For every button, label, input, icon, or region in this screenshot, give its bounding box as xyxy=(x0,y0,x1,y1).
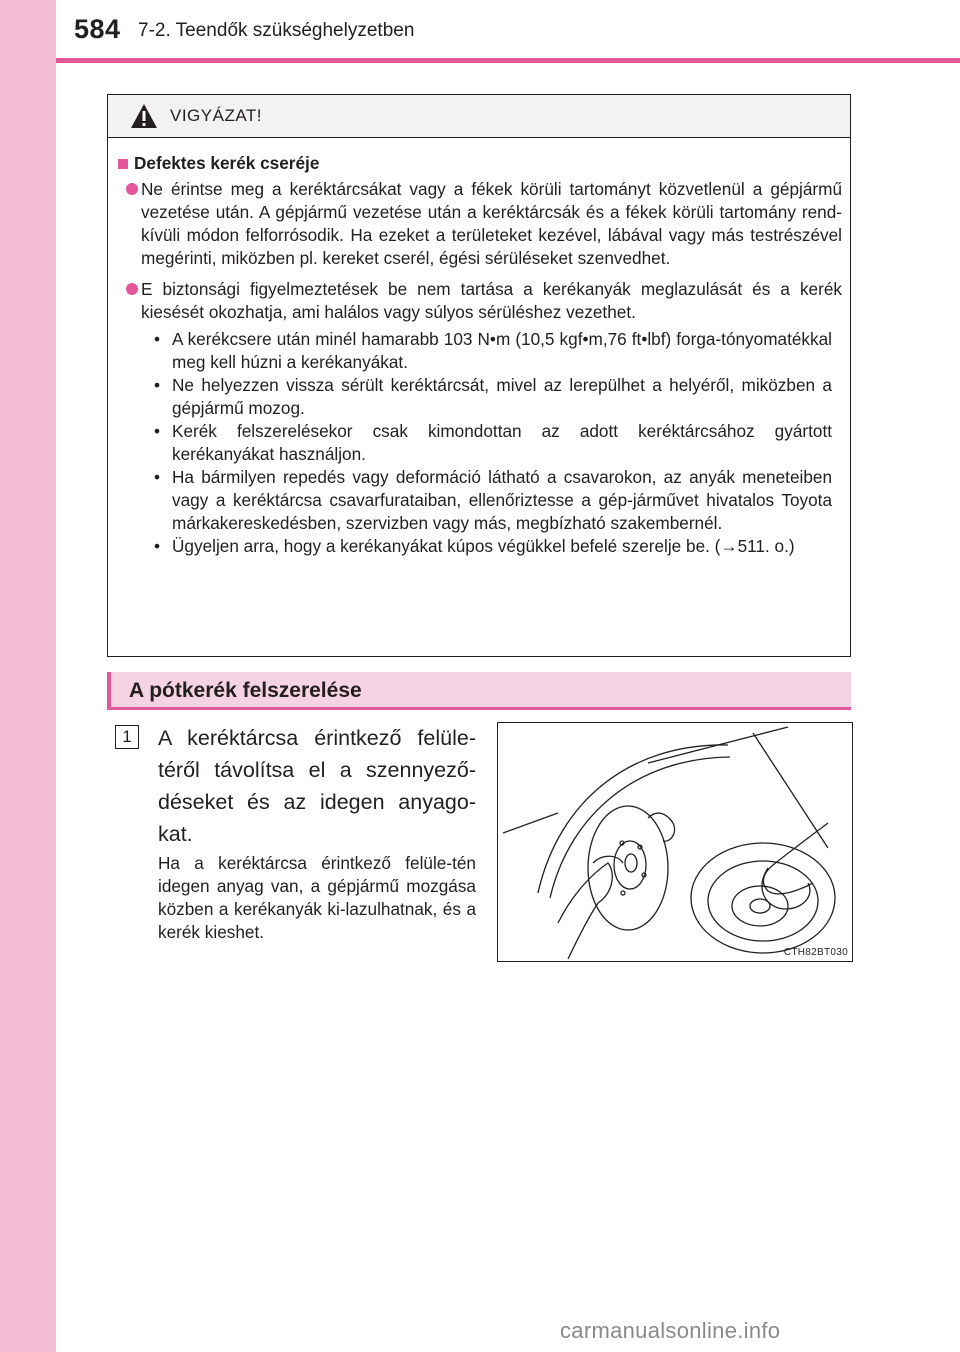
page-number: 584 xyxy=(74,14,121,44)
warning-item xyxy=(118,278,842,324)
warning-title: VIGYÁZAT! xyxy=(170,106,263,125)
wheel-cleaning-illustration xyxy=(498,723,851,960)
banner-accent-bar xyxy=(107,672,111,707)
step-note: Ha a keréktárcsa érintkező felüle-tén idegen anyag van, a gépjármű mozgása közben a kerékanyák ki-lazulhatnak, és a kerék kieshet. xyxy=(158,853,476,942)
list-item: • Ha bármilyen repedés vagy deformáció látható a csavarokon, az anyák meneteiben vagy a keréktárcsa csavarfurataiban, ellenőriztesse a gép-járművet hivatalos Toyota márkakereskedésben, szervizben vagy más, megbízható szakembernél. xyxy=(154,467,832,533)
warning-item xyxy=(118,178,842,270)
figure-caption: CTH82BT030 xyxy=(783,947,848,958)
section-title: 7-2. Teendők szükséghelyzetben xyxy=(138,20,415,41)
step-text: A keréktárcsa érintkező felüle-téről távolítsa el a szennyező-déseket és az idegen anyago-kat. xyxy=(158,726,476,846)
side-color-band xyxy=(0,0,56,1352)
list-item: • A kerékcsere után minél hamarabb 103 N•m (10,5 kgf•m,76 ft•lbf) forga-tónyomatékkal meg kell húzni a kerékanyákat. xyxy=(154,329,832,372)
watermark: carmanualsonline.info xyxy=(560,1318,781,1343)
warning-item-text: Ne érintse meg a keréktárcsákat vagy a fékek körüli tartományt közvetlenül a gépjármű vezetése után. A gépjármű vezetése után a keréktárcsák és a fékek körüli tartomány rend-kívüli módon felforrósodik. Ha ezeket a területeket kezével, lábával vagy más testrészével megérinti, miközben pl. kereket cserél, égési sérüléseket szenvedhet. xyxy=(141,179,842,268)
warning-triangle-icon xyxy=(130,103,158,129)
warning-body xyxy=(108,138,850,558)
list-item: • Kerék felszerelésekor csak kimondottan az adott keréktárcsához gyártott kerékanyákat használjon. xyxy=(154,421,832,464)
section-banner xyxy=(107,672,851,710)
header-rule xyxy=(56,58,960,63)
illustration-figure xyxy=(497,722,853,962)
warning-header xyxy=(108,95,850,138)
step-number: 1 xyxy=(115,725,139,749)
warning-item-text: E biztonsági figyelmeztetések be nem tartása a kerékanyák meglazulását és a kerék kiesését okozhatja, ami halálos vagy súlyos sérüléshez vezethet. xyxy=(141,279,842,322)
square-marker-icon xyxy=(118,159,128,169)
circle-bullet-icon xyxy=(126,183,138,195)
warning-subheading-text: Defektes kerék cseréje xyxy=(134,153,320,173)
section-banner-title: A pótkerék felszerelése xyxy=(129,679,362,702)
warning-bullet-list xyxy=(118,328,842,558)
warning-box xyxy=(107,94,851,657)
circle-bullet-icon xyxy=(126,283,138,295)
list-item: • Ügyeljen arra, hogy a kerékanyákat kúpos végükkel befelé szerelje be. (→511. o.) xyxy=(154,536,795,556)
list-item: • Ne helyezzen vissza sérült keréktárcsát, mivel az lerepülhet a helyéről, miközben a gépjármű mozog. xyxy=(154,375,832,418)
warning-subheading xyxy=(118,152,842,175)
